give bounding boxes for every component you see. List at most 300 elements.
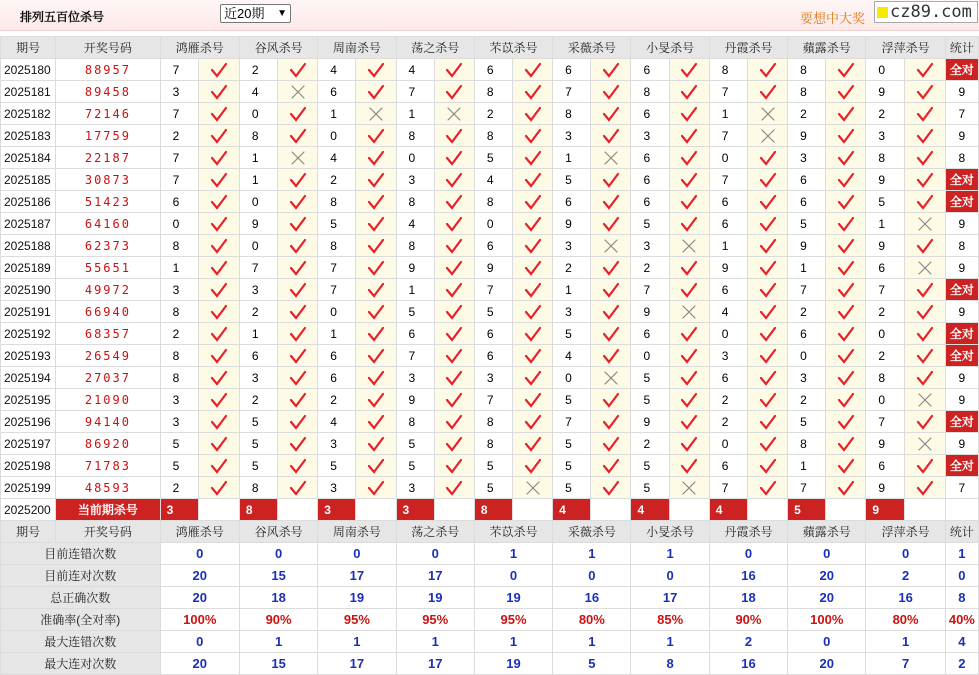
- kill-number-cell: 1: [788, 257, 826, 279]
- check-icon: [524, 392, 542, 408]
- result-mark-cell: [591, 125, 631, 147]
- kill-number-cell: 2: [318, 169, 356, 191]
- result-mark-cell: [904, 323, 945, 345]
- table-row: [1, 169, 979, 191]
- result-mark-cell: [278, 81, 318, 103]
- result-mark-cell: [747, 345, 787, 367]
- check-icon: [916, 194, 934, 210]
- stats-value: 17: [631, 587, 709, 609]
- check-icon: [445, 282, 463, 298]
- check-icon: [289, 194, 307, 210]
- kill-number-cell: 5: [474, 477, 512, 499]
- period-cell: 2025194: [1, 367, 56, 389]
- check-icon: [680, 370, 698, 386]
- check-icon: [289, 238, 307, 254]
- check-icon: [602, 304, 620, 320]
- check-icon: [759, 304, 777, 320]
- kill-number-cell: 9: [788, 235, 826, 257]
- cross-icon: [289, 84, 307, 100]
- result-mark-cell: [904, 81, 945, 103]
- result-mark-cell: [826, 345, 866, 367]
- stats-value: 0: [788, 543, 866, 565]
- kill-number-cell: 2: [239, 389, 277, 411]
- period-select[interactable]: [220, 4, 291, 23]
- kill-number-cell: 6: [788, 169, 826, 191]
- check-icon: [680, 392, 698, 408]
- result-mark-cell: [591, 389, 631, 411]
- kill-number-cell: 5: [318, 455, 356, 477]
- stat-cell: 9: [945, 213, 978, 235]
- result-mark-cell: [434, 367, 474, 389]
- table-row: [1, 433, 979, 455]
- table-row: [1, 257, 979, 279]
- kill-number-cell: 7: [631, 279, 669, 301]
- kill-number-cell: 3: [160, 389, 198, 411]
- check-icon: [289, 326, 307, 342]
- result-mark-cell: [198, 169, 239, 191]
- cross-icon: [289, 150, 307, 166]
- check-icon: [837, 128, 855, 144]
- stats-value: 19: [396, 587, 474, 609]
- kill-number-cell: 5: [631, 477, 669, 499]
- stats-value: 95%: [396, 609, 474, 631]
- stat-cell: 全对: [945, 169, 978, 191]
- stats-value: 0: [160, 631, 239, 653]
- site-watermark: [874, 1, 978, 23]
- result-mark-cell: [198, 81, 239, 103]
- result-mark-cell: [747, 213, 787, 235]
- col-header-period: 期号: [1, 521, 56, 543]
- kill-number-cell: 8: [866, 367, 904, 389]
- check-icon: [916, 106, 934, 122]
- kill-number-cell: 4: [318, 411, 356, 433]
- check-icon: [524, 106, 542, 122]
- current-kill-spacer: [669, 499, 709, 521]
- current-kill-number: 4: [631, 499, 669, 521]
- draw-number-cell: 49972: [56, 279, 160, 301]
- kill-number-cell: 7: [318, 257, 356, 279]
- check-icon: [759, 326, 777, 342]
- check-icon: [210, 348, 228, 364]
- period-cell: 2025195: [1, 389, 56, 411]
- result-mark-cell: [747, 301, 787, 323]
- result-mark-cell: [591, 411, 631, 433]
- stats-value: 0: [239, 543, 317, 565]
- kill-number-cell: 5: [474, 147, 512, 169]
- kill-number-cell: 5: [631, 389, 669, 411]
- result-mark-cell: [278, 125, 318, 147]
- stats-value: 20: [160, 565, 239, 587]
- check-icon: [916, 304, 934, 320]
- kill-number-cell: 8: [474, 81, 512, 103]
- stat-cell: 7: [945, 103, 978, 125]
- result-mark-cell: [356, 59, 396, 81]
- kill-number-cell: 4: [318, 147, 356, 169]
- check-icon: [210, 282, 228, 298]
- kill-number-cell: 9: [866, 477, 904, 499]
- check-icon: [524, 458, 542, 474]
- kill-number-cell: 6: [474, 323, 512, 345]
- check-icon: [445, 150, 463, 166]
- check-icon: [759, 172, 777, 188]
- period-cell: 2025188: [1, 235, 56, 257]
- result-mark-cell: [434, 323, 474, 345]
- kill-number-cell: 9: [866, 81, 904, 103]
- check-icon: [210, 216, 228, 232]
- result-mark-cell: [198, 257, 239, 279]
- result-mark-cell: [826, 213, 866, 235]
- check-icon: [837, 260, 855, 276]
- kill-number-cell: 6: [318, 345, 356, 367]
- check-icon: [837, 436, 855, 452]
- kill-number-cell: 6: [631, 147, 669, 169]
- kill-number-cell: 6: [474, 345, 512, 367]
- kill-number-cell: 1: [866, 213, 904, 235]
- result-mark-cell: [278, 477, 318, 499]
- check-icon: [210, 326, 228, 342]
- stat-cell: 9: [945, 257, 978, 279]
- kill-number-cell: 6: [239, 345, 277, 367]
- stats-value: 5: [553, 653, 631, 675]
- stat-cell: 9: [945, 81, 978, 103]
- stats-label: 最大连对次数: [1, 653, 161, 675]
- kill-number-cell: 3: [160, 279, 198, 301]
- check-icon: [210, 84, 228, 100]
- result-mark-cell: [747, 389, 787, 411]
- cross-icon: [680, 480, 698, 496]
- result-mark-cell: [434, 235, 474, 257]
- check-icon: [602, 480, 620, 496]
- check-icon: [445, 172, 463, 188]
- kill-number-cell: 8: [396, 411, 434, 433]
- kill-number-cell: 9: [553, 213, 591, 235]
- check-icon: [445, 480, 463, 496]
- kill-number-cell: 1: [318, 103, 356, 125]
- result-mark-cell: [356, 81, 396, 103]
- check-icon: [837, 238, 855, 254]
- result-mark-cell: [513, 411, 553, 433]
- stats-value: 0: [396, 543, 474, 565]
- stats-value: 1: [553, 543, 631, 565]
- kill-number-cell: 7: [553, 411, 591, 433]
- kill-number-cell: 6: [474, 59, 512, 81]
- check-icon: [210, 458, 228, 474]
- check-icon: [916, 238, 934, 254]
- result-mark-cell: [278, 235, 318, 257]
- kill-number-cell: 5: [474, 455, 512, 477]
- kill-number-cell: 2: [160, 323, 198, 345]
- result-mark-cell: [434, 191, 474, 213]
- kill-number-cell: 7: [160, 147, 198, 169]
- check-icon: [602, 348, 620, 364]
- check-icon: [602, 106, 620, 122]
- check-icon: [367, 436, 385, 452]
- result-mark-cell: [198, 301, 239, 323]
- check-icon: [602, 414, 620, 430]
- draw-number-cell: 48593: [56, 477, 160, 499]
- cross-icon: [916, 260, 934, 276]
- result-mark-cell: [198, 389, 239, 411]
- col-header-expert: 鸿雁杀号: [160, 521, 239, 543]
- check-icon: [680, 62, 698, 78]
- table-row: [1, 147, 979, 169]
- result-mark-cell: [669, 323, 709, 345]
- kill-number-cell: 3: [160, 81, 198, 103]
- check-icon: [916, 370, 934, 386]
- check-icon: [210, 260, 228, 276]
- result-mark-cell: [278, 279, 318, 301]
- stats-row: [1, 587, 979, 609]
- result-mark-cell: [278, 301, 318, 323]
- result-mark-cell: [513, 345, 553, 367]
- kill-number-cell: 8: [396, 125, 434, 147]
- check-icon: [445, 194, 463, 210]
- result-mark-cell: [434, 81, 474, 103]
- kill-number-cell: 7: [709, 477, 747, 499]
- kill-number-cell: 6: [553, 191, 591, 213]
- result-mark-cell: [747, 235, 787, 257]
- result-mark-cell: [826, 191, 866, 213]
- header-row: [1, 521, 979, 543]
- check-icon: [916, 326, 934, 342]
- stats-value: 0: [866, 543, 945, 565]
- kill-number-cell: 7: [866, 411, 904, 433]
- current-kill-number: 9: [866, 499, 904, 521]
- result-mark-cell: [513, 477, 553, 499]
- result-mark-cell: [747, 59, 787, 81]
- period-cell: 2025198: [1, 455, 56, 477]
- result-mark-cell: [356, 213, 396, 235]
- current-stat-cell: [945, 499, 978, 521]
- kill-number-cell: 6: [709, 213, 747, 235]
- result-mark-cell: [904, 301, 945, 323]
- table-row: [1, 125, 979, 147]
- cross-icon: [916, 392, 934, 408]
- result-mark-cell: [278, 323, 318, 345]
- table-row: [1, 367, 979, 389]
- check-icon: [524, 282, 542, 298]
- check-icon: [759, 84, 777, 100]
- kill-number-cell: 3: [318, 477, 356, 499]
- kill-number-cell: 0: [239, 235, 277, 257]
- kill-number-cell: 0: [788, 345, 826, 367]
- check-icon: [289, 436, 307, 452]
- cross-icon: [680, 304, 698, 320]
- kill-number-cell: 3: [474, 367, 512, 389]
- stat-cell: 9: [945, 125, 978, 147]
- period-cell: 2025191: [1, 301, 56, 323]
- stat-cell: 全对: [945, 191, 978, 213]
- check-icon: [680, 172, 698, 188]
- kill-number-cell: 0: [318, 125, 356, 147]
- check-icon: [916, 282, 934, 298]
- result-mark-cell: [669, 147, 709, 169]
- kill-number-cell: 8: [239, 477, 277, 499]
- current-kill-spacer: [826, 499, 866, 521]
- result-mark-cell: [356, 345, 396, 367]
- stats-value: 1: [866, 631, 945, 653]
- kill-number-cell: 2: [709, 389, 747, 411]
- kill-number-cell: 6: [631, 59, 669, 81]
- result-mark-cell: [826, 477, 866, 499]
- stats-value: 17: [396, 653, 474, 675]
- kill-number-cell: 0: [866, 59, 904, 81]
- result-mark-cell: [356, 433, 396, 455]
- result-mark-cell: [198, 279, 239, 301]
- period-cell: 2025185: [1, 169, 56, 191]
- stats-value: 1: [396, 631, 474, 653]
- kill-number-cell: 4: [553, 345, 591, 367]
- check-icon: [759, 436, 777, 452]
- result-mark-cell: [434, 455, 474, 477]
- draw-number-cell: 88957: [56, 59, 160, 81]
- check-icon: [367, 304, 385, 320]
- check-icon: [759, 238, 777, 254]
- kill-number-cell: 5: [318, 213, 356, 235]
- draw-number-cell: 71783: [56, 455, 160, 477]
- result-mark-cell: [434, 433, 474, 455]
- kill-number-cell: 5: [553, 389, 591, 411]
- kill-number-cell: 0: [474, 213, 512, 235]
- result-mark-cell: [747, 103, 787, 125]
- result-mark-cell: [198, 433, 239, 455]
- kill-number-cell: 8: [788, 81, 826, 103]
- stats-value: 16: [866, 587, 945, 609]
- kill-number-cell: 8: [474, 125, 512, 147]
- kill-number-cell: 3: [866, 125, 904, 147]
- kill-number-cell: 6: [788, 191, 826, 213]
- result-mark-cell: [591, 213, 631, 235]
- result-mark-cell: [669, 59, 709, 81]
- check-icon: [210, 370, 228, 386]
- current-kill-number: 4: [553, 499, 591, 521]
- kill-number-cell: 3: [318, 433, 356, 455]
- kill-number-cell: 2: [553, 257, 591, 279]
- check-icon: [759, 194, 777, 210]
- draw-number-cell: 66940: [56, 301, 160, 323]
- result-mark-cell: [591, 279, 631, 301]
- kill-number-cell: 2: [631, 257, 669, 279]
- current-kill-spacer: [356, 499, 396, 521]
- check-icon: [445, 458, 463, 474]
- kill-number-cell: 3: [396, 477, 434, 499]
- result-mark-cell: [513, 235, 553, 257]
- col-header-expert: 采薇杀号: [553, 37, 631, 59]
- stats-value: 1: [239, 631, 317, 653]
- draw-number-cell: 26549: [56, 345, 160, 367]
- check-icon: [524, 62, 542, 78]
- kill-number-cell: 5: [239, 455, 277, 477]
- check-icon: [602, 260, 620, 276]
- stats-value: 1: [631, 631, 709, 653]
- check-icon: [837, 282, 855, 298]
- stat-cell: 8: [945, 235, 978, 257]
- kill-number-cell: 1: [553, 279, 591, 301]
- result-mark-cell: [198, 59, 239, 81]
- result-mark-cell: [904, 59, 945, 81]
- result-mark-cell: [513, 367, 553, 389]
- kill-number-cell: 2: [160, 125, 198, 147]
- result-mark-cell: [826, 169, 866, 191]
- kill-number-cell: 6: [631, 191, 669, 213]
- draw-number-cell: 21090: [56, 389, 160, 411]
- current-kill-number: 3: [318, 499, 356, 521]
- col-header-expert: 采薇杀号: [553, 521, 631, 543]
- stats-value: 20: [160, 587, 239, 609]
- result-mark-cell: [513, 191, 553, 213]
- result-mark-cell: [669, 191, 709, 213]
- kill-number-cell: 3: [396, 169, 434, 191]
- check-icon: [759, 260, 777, 276]
- result-mark-cell: [356, 367, 396, 389]
- period-cell: 2025181: [1, 81, 56, 103]
- stats-value: 19: [318, 587, 396, 609]
- check-icon: [680, 194, 698, 210]
- check-icon: [367, 326, 385, 342]
- check-icon: [367, 128, 385, 144]
- check-icon: [210, 436, 228, 452]
- result-mark-cell: [434, 213, 474, 235]
- stats-value: 18: [709, 587, 787, 609]
- current-kill-spacer: [591, 499, 631, 521]
- check-icon: [367, 260, 385, 276]
- kill-number-cell: 9: [866, 169, 904, 191]
- result-mark-cell: [826, 279, 866, 301]
- result-mark-cell: [198, 455, 239, 477]
- check-icon: [837, 458, 855, 474]
- kill-number-cell: 7: [160, 103, 198, 125]
- check-icon: [524, 84, 542, 100]
- table-row: [1, 301, 979, 323]
- kill-number-cell: 1: [553, 147, 591, 169]
- kill-number-cell: 8: [160, 235, 198, 257]
- stats-total: 1: [945, 543, 978, 565]
- stats-label: 最大连错次数: [1, 631, 161, 653]
- check-icon: [759, 216, 777, 232]
- promo-link[interactable]: 要想中大奖: [800, 11, 866, 26]
- kill-number-cell: 8: [318, 191, 356, 213]
- kill-number-cell: 9: [396, 389, 434, 411]
- kill-number-cell: 6: [631, 169, 669, 191]
- result-mark-cell: [669, 81, 709, 103]
- stats-value: 2: [866, 565, 945, 587]
- stat-cell: 7: [945, 477, 978, 499]
- check-icon: [289, 282, 307, 298]
- kill-number-cell: 5: [474, 301, 512, 323]
- check-icon: [445, 370, 463, 386]
- check-icon: [524, 260, 542, 276]
- result-mark-cell: [669, 367, 709, 389]
- result-mark-cell: [434, 389, 474, 411]
- kill-number-cell: 5: [160, 455, 198, 477]
- result-mark-cell: [434, 257, 474, 279]
- kill-number-cell: 5: [239, 433, 277, 455]
- cross-icon: [680, 238, 698, 254]
- result-mark-cell: [904, 279, 945, 301]
- stats-value: 0: [318, 543, 396, 565]
- stats-row: [1, 653, 979, 675]
- kill-number-cell: 3: [788, 367, 826, 389]
- result-mark-cell: [591, 103, 631, 125]
- result-mark-cell: [669, 213, 709, 235]
- check-icon: [210, 172, 228, 188]
- col-header-draw: 开奖号码: [56, 521, 160, 543]
- result-mark-cell: [356, 411, 396, 433]
- result-mark-cell: [826, 235, 866, 257]
- result-mark-cell: [591, 455, 631, 477]
- result-mark-cell: [513, 213, 553, 235]
- chevron-down-icon: ▼: [277, 8, 287, 19]
